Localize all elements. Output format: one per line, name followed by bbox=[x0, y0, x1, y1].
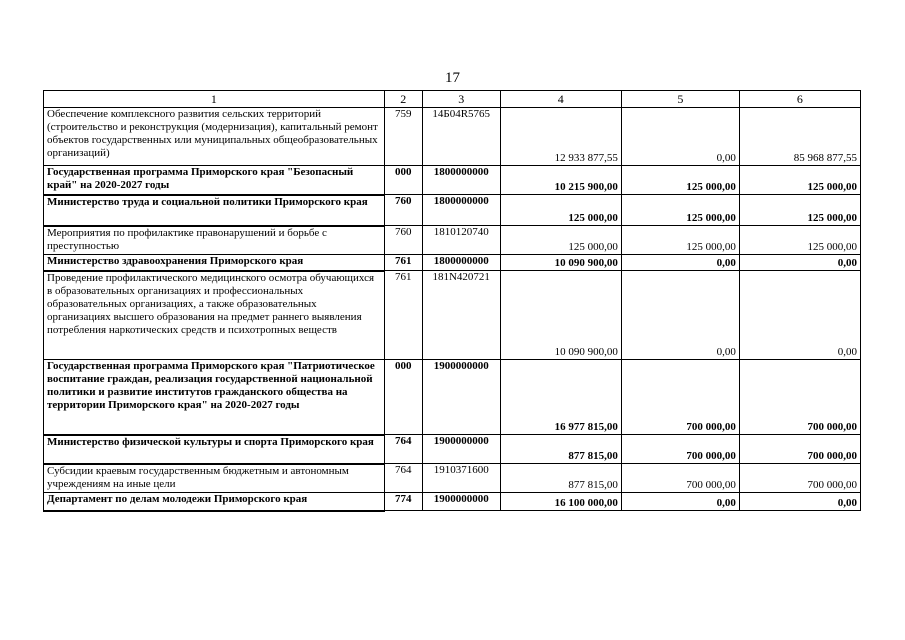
row-amount-col5: 0,00 bbox=[621, 271, 739, 360]
row-name: Обеспечение комплексного развития сельских территорий (строительство и реконструкция (модернизация), капитальный ремонт объектов государственных или муниципальных общеобразовательных организаций) bbox=[44, 108, 385, 166]
row-name: Министерство здравоохранения Приморского края bbox=[44, 255, 385, 271]
header-cell: 1 bbox=[44, 91, 385, 108]
row-amount-col5: 125 000,00 bbox=[621, 195, 739, 226]
row-amount-col4: 877 815,00 bbox=[500, 464, 621, 493]
row-amount-col6: 700 000,00 bbox=[739, 360, 860, 435]
row-amount-col4: 10 215 900,00 bbox=[500, 166, 621, 195]
row-amount-col6: 0,00 bbox=[739, 271, 860, 360]
row-amount-col5: 125 000,00 bbox=[621, 166, 739, 195]
row-amount-col5: 700 000,00 bbox=[621, 435, 739, 464]
row-csr-code: 1810120740 bbox=[422, 226, 500, 255]
row-amount-col4: 16 100 000,00 bbox=[500, 493, 621, 511]
header-cell: 3 bbox=[422, 91, 500, 108]
row-grbs-code: 761 bbox=[384, 255, 422, 271]
row-grbs-code: 760 bbox=[384, 195, 422, 226]
table-row bbox=[44, 360, 861, 435]
row-amount-col4: 125 000,00 bbox=[500, 226, 621, 255]
row-name: Министерство труда и социальной политики Приморского края bbox=[44, 195, 385, 226]
row-amount-col6: 0,00 bbox=[739, 255, 860, 271]
row-grbs-code: 764 bbox=[384, 435, 422, 464]
header-cell: 2 bbox=[384, 91, 422, 108]
table-row bbox=[44, 255, 861, 271]
row-csr-code: 1910371600 bbox=[422, 464, 500, 493]
row-amount-col5: 0,00 bbox=[621, 255, 739, 271]
table-header-row bbox=[44, 91, 861, 108]
row-csr-code: 14Б04R5765 bbox=[422, 108, 500, 166]
table-row bbox=[44, 195, 861, 226]
table-row bbox=[44, 493, 861, 511]
row-name: Проведение профилактического медицинского осмотра обучающихся в образовательных организациях и профессиональных образовательных организациях, а также образовательных организациях высшего образования на предмет раннего выявления потребления наркотических средств и психотропных веществ bbox=[44, 271, 385, 360]
row-grbs-code: 759 bbox=[384, 108, 422, 166]
row-amount-col6: 700 000,00 bbox=[739, 464, 860, 493]
table-row bbox=[44, 464, 861, 493]
header-cell: 4 bbox=[500, 91, 621, 108]
row-grbs-code: 760 bbox=[384, 226, 422, 255]
row-amount-col6: 125 000,00 bbox=[739, 166, 860, 195]
row-grbs-code: 774 bbox=[384, 493, 422, 511]
row-amount-col5: 125 000,00 bbox=[621, 226, 739, 255]
row-name: Департамент по делам молодежи Приморского края bbox=[44, 493, 385, 511]
row-amount-col4: 125 000,00 bbox=[500, 195, 621, 226]
row-amount-col5: 0,00 bbox=[621, 493, 739, 511]
table-row bbox=[44, 108, 861, 166]
row-amount-col6: 125 000,00 bbox=[739, 226, 860, 255]
row-amount-col5: 700 000,00 bbox=[621, 360, 739, 435]
row-csr-code: 1900000000 bbox=[422, 360, 500, 435]
row-amount-col6: 85 968 877,55 bbox=[739, 108, 860, 166]
budget-table bbox=[43, 90, 861, 512]
row-amount-col6: 0,00 bbox=[739, 493, 860, 511]
row-csr-code: 1800000000 bbox=[422, 166, 500, 195]
row-csr-code: 1900000000 bbox=[422, 435, 500, 464]
table-row bbox=[44, 271, 861, 360]
row-amount-col5: 700 000,00 bbox=[621, 464, 739, 493]
row-grbs-code: 764 bbox=[384, 464, 422, 493]
row-csr-code: 1900000000 bbox=[422, 493, 500, 511]
row-amount-col6: 125 000,00 bbox=[739, 195, 860, 226]
row-amount-col4: 12 933 877,55 bbox=[500, 108, 621, 166]
page-number: 17 bbox=[445, 70, 460, 86]
row-name: Субсидии краевым государственным бюджетным и автономным учреждениям на иные цели bbox=[44, 464, 385, 493]
row-name: Министерство физической культуры и спорта Приморского края bbox=[44, 435, 385, 464]
row-grbs-code: 000 bbox=[384, 166, 422, 195]
row-csr-code: 1800000000 bbox=[422, 255, 500, 271]
header-cell: 6 bbox=[739, 91, 860, 108]
table-row bbox=[44, 226, 861, 255]
row-amount-col4: 16 977 815,00 bbox=[500, 360, 621, 435]
table-row bbox=[44, 435, 861, 464]
row-grbs-code: 000 bbox=[384, 360, 422, 435]
table-row bbox=[44, 166, 861, 195]
row-csr-code: 181N420721 bbox=[422, 271, 500, 360]
row-amount-col4: 877 815,00 bbox=[500, 435, 621, 464]
row-amount-col4: 10 090 900,00 bbox=[500, 271, 621, 360]
row-amount-col6: 700 000,00 bbox=[739, 435, 860, 464]
row-amount-col5: 0,00 bbox=[621, 108, 739, 166]
row-name: Государственная программа Приморского края "Безопасный край" на 2020-2027 годы bbox=[44, 166, 385, 195]
row-csr-code: 1800000000 bbox=[422, 195, 500, 226]
row-amount-col4: 10 090 900,00 bbox=[500, 255, 621, 271]
row-grbs-code: 761 bbox=[384, 271, 422, 360]
header-cell: 5 bbox=[621, 91, 739, 108]
row-name: Государственная программа Приморского края "Патриотическое воспитание граждан, реализация государственной национальной политики и развитие институтов гражданского общества на территории Приморского края" на 2020-2027 годы bbox=[44, 360, 385, 435]
row-name: Мероприятия по профилактике правонарушений и борьбе с преступностью bbox=[44, 226, 385, 255]
